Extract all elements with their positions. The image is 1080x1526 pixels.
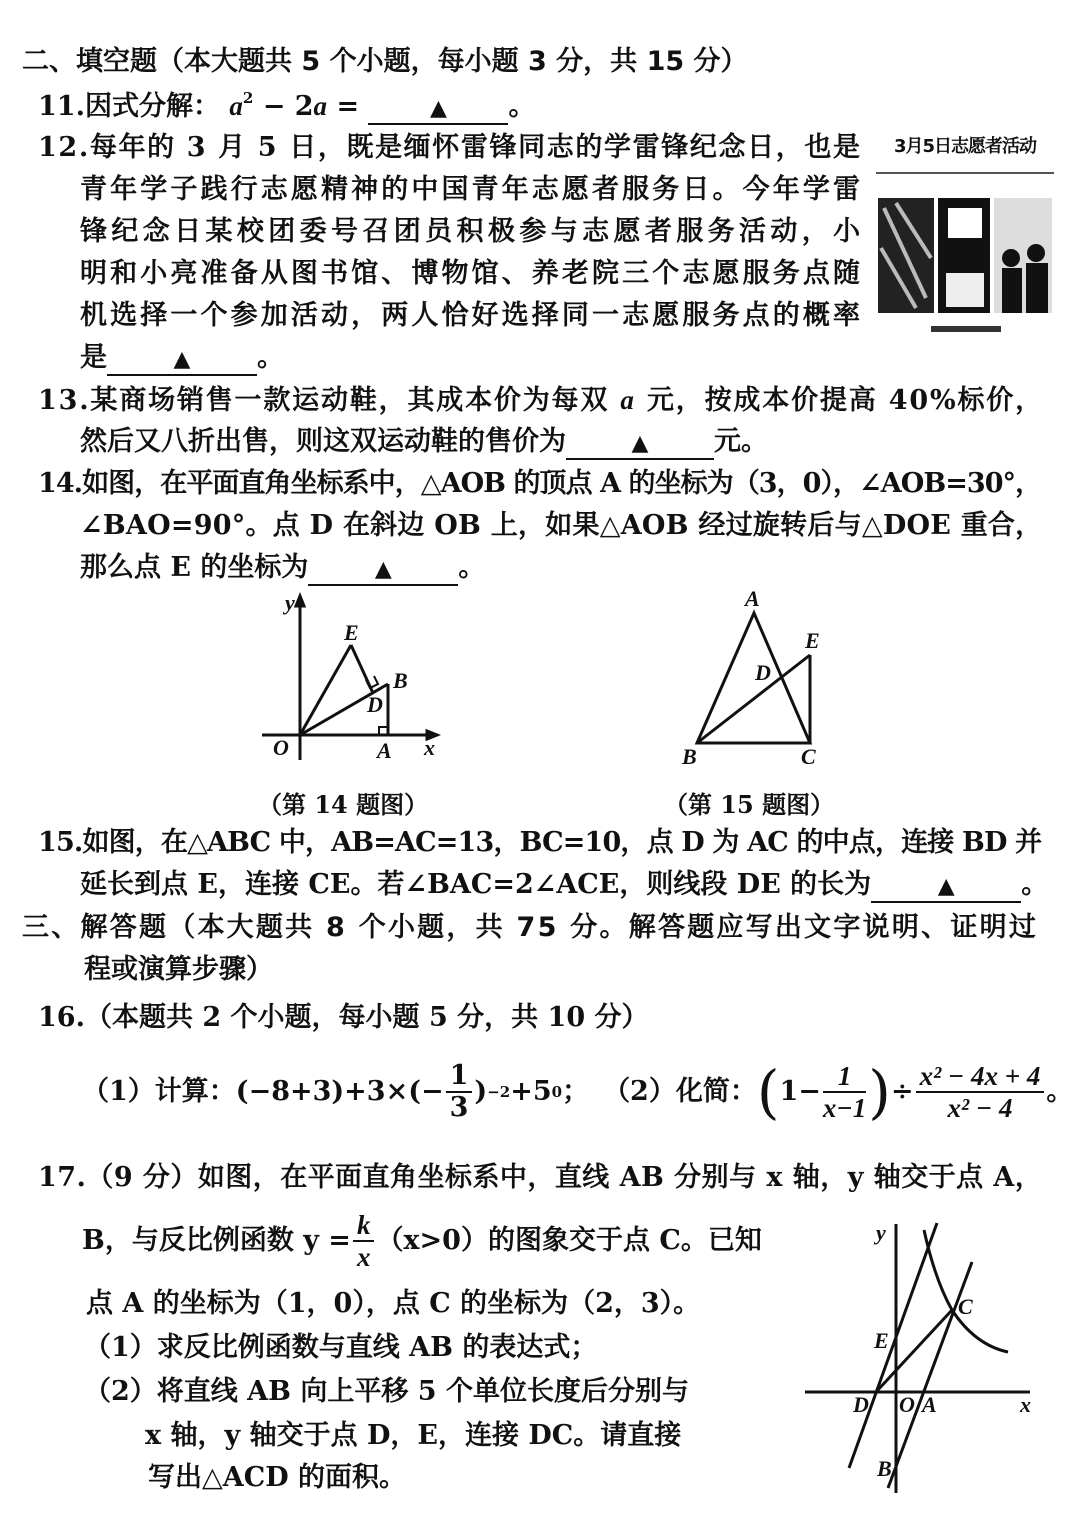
numerator: 1 bbox=[823, 1061, 866, 1093]
numerator: x² − 4x + 4 bbox=[916, 1061, 1045, 1093]
q15-line bbox=[80, 865, 1048, 905]
q14-line: ∠BAO=90°。点 D 在斜边 OB 上，如果△AOB 经过旋转后与△DOE 重合， bbox=[80, 510, 1043, 541]
fig15-label-E: E bbox=[805, 628, 820, 653]
fig17-label-B: B bbox=[877, 1456, 892, 1481]
fig14-label-x: x bbox=[424, 735, 435, 760]
q12-line: 机选择一个参加活动，两人恰好选择同一志愿服务点的概率 bbox=[80, 300, 864, 331]
q12-text: 是 bbox=[80, 342, 107, 373]
divide-sign: ÷ bbox=[890, 1076, 914, 1107]
fig17-label-D: D bbox=[853, 1392, 869, 1417]
q11-text: 因式分解： bbox=[84, 91, 220, 122]
denominator: x−1 bbox=[822, 1093, 867, 1123]
q11-number: 11. bbox=[38, 91, 85, 122]
q16-heading: 16.（本题共 2 个小题，每小题 5 分，共 10 分） bbox=[38, 1002, 649, 1033]
q16-part1-end: ； bbox=[562, 1076, 590, 1107]
q11-eq: = bbox=[327, 91, 369, 122]
answer-blank[interactable]: ▲ bbox=[566, 428, 714, 460]
fig17-label-E: E bbox=[874, 1328, 889, 1353]
q11-var: a bbox=[229, 91, 243, 121]
q14-line: 14.如图，在平面直角坐标系中，△AOB 的顶点 A 的坐标为（3，0），∠AOB=30°， bbox=[38, 468, 1042, 499]
q11-math: − 2 bbox=[253, 91, 314, 122]
answer-blank[interactable]: ▲ bbox=[308, 554, 458, 586]
q14-end: 。 bbox=[458, 552, 486, 583]
fig15-label-B: B bbox=[682, 744, 697, 769]
fraction bbox=[353, 1210, 375, 1272]
q13-var: a bbox=[620, 385, 636, 415]
fig14-label-E: E bbox=[344, 620, 359, 645]
fig15-label-A: A bbox=[745, 586, 760, 611]
fig14-label-y: y bbox=[285, 590, 295, 615]
q11-var2: a bbox=[313, 91, 328, 121]
q17-line bbox=[82, 1208, 762, 1274]
q16-part2-expr: 1− bbox=[779, 1076, 821, 1107]
q15-text: 延长到点 E，连接 CE。若∠BAC=2∠ACE，则线段 DE 的长为 bbox=[80, 869, 872, 900]
section-heading-answer-cont: 程或演算步骤） bbox=[84, 954, 273, 985]
q13-text: 然后又八折出售，则这双运动鞋的售价为 bbox=[80, 426, 566, 457]
fig15-label-C: C bbox=[801, 744, 816, 769]
fig15-caption: （第 15 题图） bbox=[664, 790, 835, 819]
fraction bbox=[823, 1061, 866, 1123]
q11-end: 。 bbox=[508, 91, 536, 122]
figure-17 bbox=[805, 1220, 1030, 1493]
section-heading-fill-in: 二、填空题（本大题共 5 个小题，每小题 3 分，共 15 分） bbox=[22, 46, 748, 77]
right-paren: ) bbox=[868, 1058, 891, 1126]
denominator: 3 bbox=[449, 1092, 469, 1123]
q17-line: 点 A 的坐标为（1，0），点 C 的坐标为（2，3）。 bbox=[86, 1288, 701, 1319]
q16-part1-expr: ) bbox=[474, 1076, 488, 1107]
numerator: 1 bbox=[446, 1061, 473, 1093]
denominator: x bbox=[356, 1242, 371, 1272]
section-heading-answer: 三、解答题（本大题共 8 个小题，共 75 分。解答题应写出文字说明、证明过 bbox=[22, 912, 1039, 943]
q13-text: 元，按成本价提高 40%标价， bbox=[635, 385, 1044, 416]
denominator: x² − 4 bbox=[947, 1093, 1013, 1123]
q12-line: 锋纪念日某校团委号召团员积极参与志愿者服务活动，小 bbox=[80, 216, 865, 247]
poster-title: 3月5日志愿者活动 bbox=[893, 136, 1037, 157]
q17-text: （x>0）的图象交于点 C。已知 bbox=[376, 1225, 762, 1256]
q12-line: 12.每年的 3 月 5 日，既是缅怀雷锋同志的学雷锋纪念日，也是 bbox=[38, 132, 862, 163]
q12-line: 明和小亮准备从图书馆、博物馆、养老院三个志愿服务点随 bbox=[80, 258, 864, 289]
q17-subquestion-1: （1）求反比例函数与直线 AB 的表达式； bbox=[84, 1332, 598, 1363]
fig14-caption: （第 14 题图） bbox=[258, 790, 429, 819]
fig17-label-x: x bbox=[1020, 1392, 1031, 1417]
q16-part1-expr: +5 bbox=[510, 1076, 552, 1107]
q14-text: 那么点 E 的坐标为 bbox=[80, 552, 309, 583]
answer-blank[interactable]: ▲ bbox=[107, 344, 257, 376]
left-paren: ( bbox=[756, 1058, 780, 1126]
q16-part1-label: （1）计算： bbox=[82, 1076, 236, 1107]
q16-part2-label: （2）化简： bbox=[603, 1076, 757, 1107]
q16-part2-end: 。 bbox=[1046, 1076, 1074, 1107]
q15-line: 15.如图，在△ABC 中，AB=AC=13，BC=10，点 D 为 AC 的中点，连接 BD 并 bbox=[38, 827, 1042, 858]
q17-subquestion-2: （2）将直线 AB 向上平移 5 个单位长度后分别与 bbox=[84, 1376, 689, 1407]
fig14-label-D: D bbox=[367, 692, 383, 717]
numerator: k bbox=[353, 1210, 375, 1242]
fig14-label-B: B bbox=[393, 668, 408, 693]
q17-text: B，与反比例函数 y = bbox=[82, 1225, 351, 1256]
fraction bbox=[916, 1061, 1045, 1123]
answer-blank[interactable]: ▲ bbox=[871, 871, 1021, 903]
fig17-label-y: y bbox=[876, 1220, 886, 1245]
fig17-label-O: O bbox=[899, 1392, 915, 1417]
fig17-label-C: C bbox=[958, 1294, 973, 1319]
fig15-label-D: D bbox=[755, 660, 771, 685]
q17-line: 17.（9 分）如图，在平面直角坐标系中，直线 AB 分别与 x 轴，y 轴交于点 A， bbox=[38, 1162, 1043, 1193]
q15-end: 。 bbox=[1021, 869, 1049, 900]
q12-end: 。 bbox=[257, 342, 284, 373]
fig14-label-O: O bbox=[273, 735, 289, 760]
q13-text: 13.某商场销售一款运动鞋，其成本价为每双 bbox=[38, 385, 621, 416]
fig14-label-A: A bbox=[377, 738, 392, 763]
q16-parts: （1）计算： (−8+3)+3×(− $\frac{1}{3}$ ) −2 +5 0 ； （2）化简： ( 1− $\frac{1}{x-1}$ ) ÷ $\frac{\text{x² − 4x + 4}}{\text{x² − 4}}$ 。 bbox=[82, 1058, 1074, 1126]
q17-line: x 轴，y 轴交于点 D，E，连接 DC。请直接 bbox=[145, 1420, 682, 1451]
q16-part1-expr: (−8+3)+3×(− bbox=[235, 1076, 444, 1107]
q11-sup: 2 bbox=[242, 89, 254, 107]
q17-line: 写出△ACD 的面积。 bbox=[148, 1462, 407, 1493]
q12-line: 青年学子践行志愿精神的中国青年志愿者服务日。今年学雷 bbox=[80, 174, 864, 205]
fraction bbox=[446, 1061, 473, 1123]
answer-blank[interactable]: ▲ bbox=[368, 93, 508, 125]
fig17-label-A: A bbox=[922, 1392, 937, 1417]
q13-end: 元。 bbox=[714, 426, 768, 457]
figure-15 bbox=[697, 613, 810, 743]
